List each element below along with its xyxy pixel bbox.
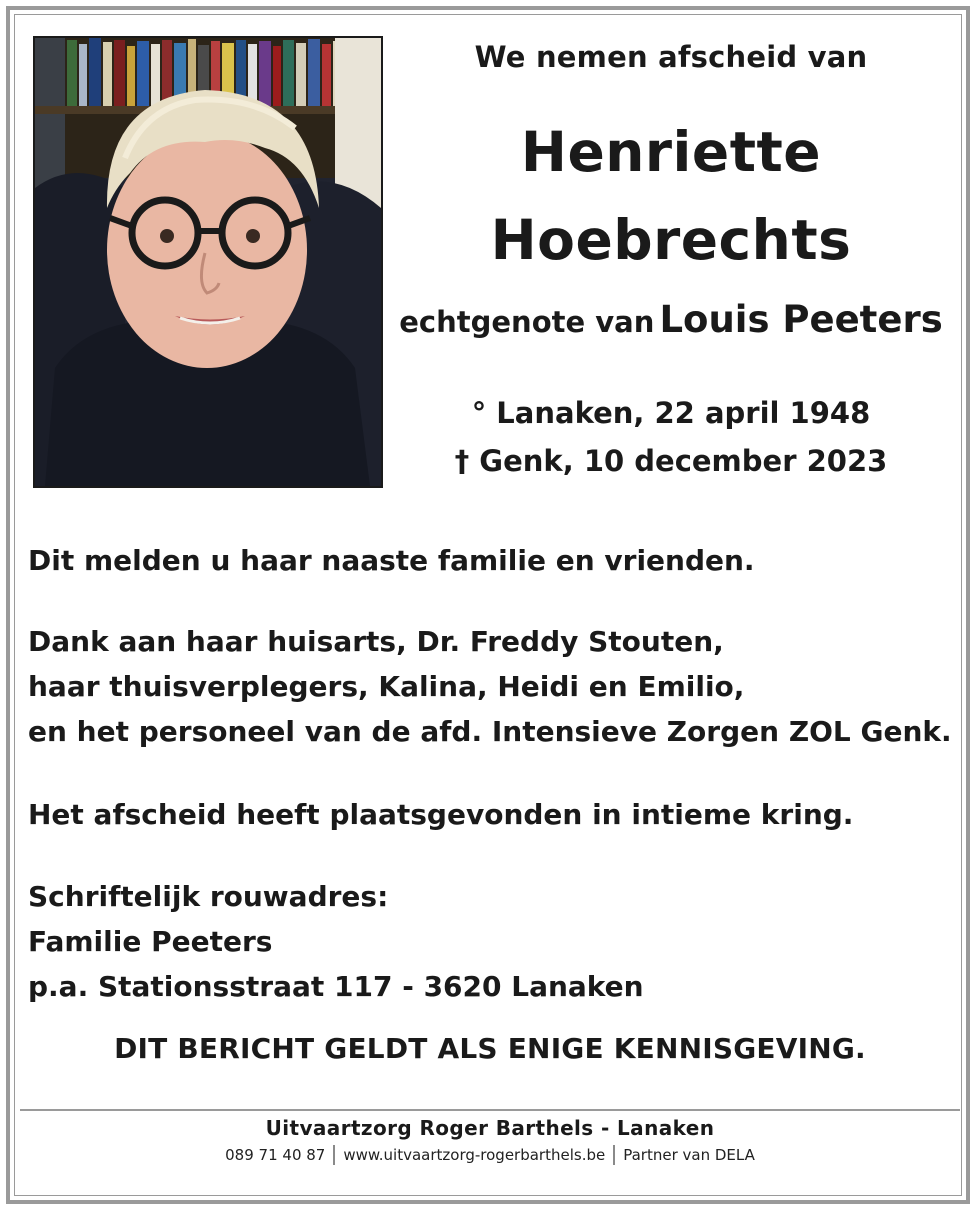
mourning-address <box>28 874 644 1009</box>
deceased-last-name: Hoebrechts <box>490 208 852 272</box>
cross-icon: † <box>454 444 470 478</box>
footer-divider <box>20 1109 960 1111</box>
footer-partner: Partner van DELA <box>623 1146 755 1164</box>
death-text: Genk, 10 december 2023 <box>479 444 888 478</box>
footer-separator <box>333 1145 335 1165</box>
thanks-paragraph <box>28 619 952 754</box>
official-notice: DIT BERICHT GELDT ALS ENIGE KENNISGEVING. <box>114 1032 866 1065</box>
footer-separator <box>613 1145 615 1165</box>
footer-contacts <box>20 1145 960 1165</box>
address-family: Familie Peeters <box>28 925 273 958</box>
address-street: p.a. Stationsstraat 117 - 3620 Lanaken <box>28 970 644 1003</box>
spouse-line <box>393 298 949 341</box>
family-message: Dit melden u haar naaste familie en vrienden. <box>28 544 755 577</box>
funeral-home-name: Uitvaartzorg Roger Barthels - Lanaken <box>265 1116 715 1140</box>
thanks-line: Dank aan haar huisarts, Dr. Freddy Stouten, <box>28 625 724 658</box>
deceased-first-name: Henriette <box>520 120 822 184</box>
ceremony-note: Het afscheid heeft plaatsgevonden in intieme kring. <box>28 798 854 831</box>
footer-phone: 089 71 40 87 <box>225 1146 326 1164</box>
intro-line: We nemen afscheid van <box>474 40 868 74</box>
thanks-line: en het personeel van de afd. Intensieve Zorgen ZOL Genk. <box>28 715 952 748</box>
spouse-prefix: echtgenote van <box>399 305 655 339</box>
death-line <box>393 444 949 478</box>
portrait-photo <box>33 36 383 488</box>
birth-line: ° Lanaken, 22 april 1948 <box>471 396 871 430</box>
address-heading: Schriftelijk rouwadres: <box>28 880 389 913</box>
thanks-line: haar thuisverplegers, Kalina, Heidi en Emilio, <box>28 670 745 703</box>
footer-website[interactable]: www.uitvaartzorg-rogerbarthels.be <box>343 1146 606 1164</box>
spouse-name: Louis Peeters <box>659 298 943 341</box>
